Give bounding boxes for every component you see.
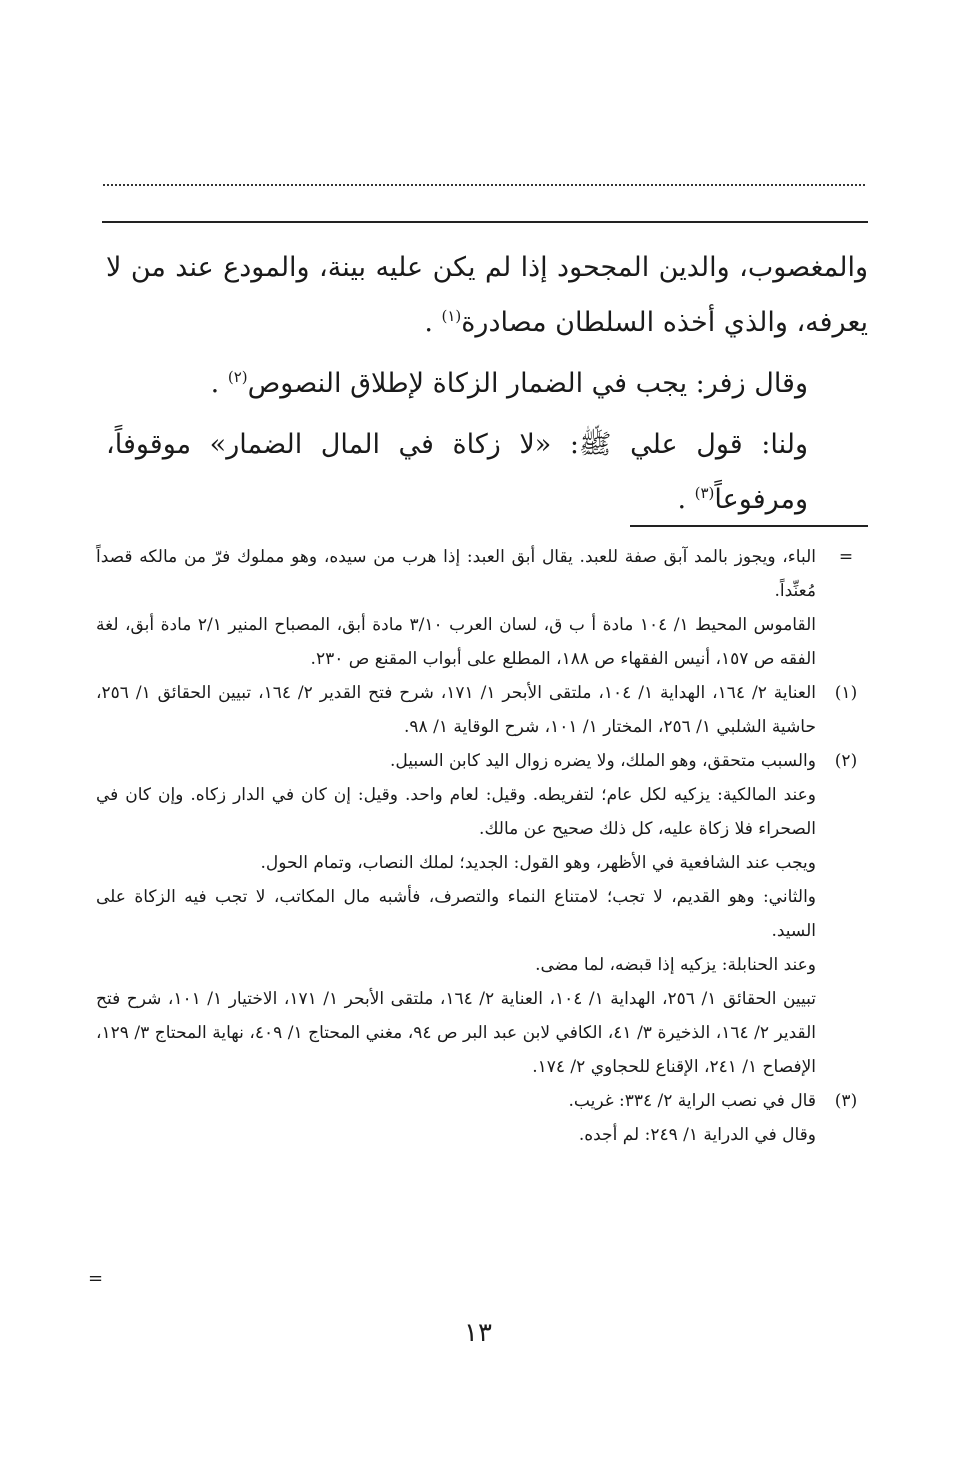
footnote-marker-2: (٢): [834, 751, 858, 771]
footnote-separator: [630, 525, 868, 527]
footnote-line: الباء، ويجوز بالمد آبق صفة للعبد. يقال أبق العبد: إذا هرب من سيده، وهو مملوك فرّ من مالكه قصداً مُعنِّداً.: [96, 547, 816, 601]
footnote-continuation: [96, 540, 870, 676]
footnote-ref-3[interactable]: (٣): [694, 484, 715, 502]
footnote-marker-3: (٣): [834, 1091, 858, 1111]
footnote-2: [96, 744, 870, 1084]
footnotes-section: [96, 540, 870, 1152]
footnote-line: قال في نصب الراية ٢/ ٣٣٤: غريب.: [568, 1091, 816, 1111]
footnote-line: والثاني: وهو القديم، لا تجب؛ لامتناع النماء والتصرف، فأشبه مال المكاتب، لا تجب فيه الزكاة على السيد.: [96, 887, 816, 941]
footnote-line: تبيين الحقائق ١/ ٢٥٦، الهداية ١/ ١٠٤، العناية ٢/ ١٦٤، ملتقى الأبحر ١/ ١٧١، الاختيار ١/ ١٠١، شرح فتح القدير ٢/ ١٦٤، الذخيرة ٣/ ٤١، الكافي لابن عبد البر ص ٩٤، مغني المحتاج ١/ ٤٠٩، نهاية المحتاج ٣/ ١٢٩، الإفصاح ١/ ٢٤١، الإقناع للحجاوي ٢/ ١٧٤.: [96, 989, 817, 1077]
continued-marker: =: [88, 1268, 104, 1289]
footnote-marker-1: (١): [834, 683, 858, 703]
footnote-3: [96, 1084, 870, 1152]
footnote-1: [96, 676, 870, 744]
footnote-line: العناية ٢/ ١٦٤، الهداية ١/ ١٠٤، ملتقى الأبحر ١/ ١٧١، شرح فتح القدير ٢/ ١٦٤، تبيين الحقائق ١/ ٢٥٦، حاشية الشلبي ١/ ٢٥٦، المختار ١/ ١٠١، شرح الوقاية ١/ ٩٨.: [96, 683, 817, 737]
footnote-line: والسبب متحقق، وهو الملك، ولا يضره زوال اليد كابن السبيل.: [389, 751, 816, 771]
main-body-text: [106, 240, 868, 527]
footnote-line: وعند المالكية: يزكيه لكل عام؛ لتفريطه. وقيل: لعام واحد. وقيل: إن كان في الدار زكاه. وإن كان في الصحراء فلا زكاة عليه، كل ذلك صحيح عن مالك.: [96, 785, 816, 839]
footnote-line: القاموس المحيط ١/ ١٠٤ مادة أ ب ق، لسان العرب ٣/١٠ مادة أبق، المصباح المنير ٢/١ مادة أبق، لغة الفقه ص ١٥٧، أنيس الفقهاء ص ١٨٨، المطلع على أبواب المقنع ص ٢٣٠.: [96, 615, 816, 669]
body-paragraph-2: وقال زفر: يجب في الضمار الزكاة لإطلاق النصوص$^{(٢)}$ .: [210, 368, 808, 399]
footnote-line: وعند الحنابلة: يزكيه إذا قبضه، لما مضى.: [535, 955, 816, 975]
footnote-ref-1[interactable]: (١): [441, 307, 462, 325]
continuation-marker: =: [838, 547, 854, 567]
header-rule: [102, 221, 868, 223]
page-number: ١٣: [464, 1318, 492, 1348]
footnote-line: ويجب عند الشافعية في الأظهر، وهو القول: الجديد؛ لملك النصاب، وتمام الحول.: [260, 853, 816, 873]
footnote-line: وقال في الدراية ١/ ٢٤٩: لم أجده.: [578, 1125, 816, 1145]
footnote-ref-2[interactable]: (٢): [227, 368, 248, 386]
dotted-separator: [103, 184, 865, 186]
body-paragraph-3: ولنا: قول علي ﷺ: «لا زكاة في المال الضمار» موقوفاً، ومرفوعاً$^{(٣)}$ .: [106, 429, 808, 515]
body-paragraph-1: والمغصوب، والدين المجحود إذا لم يكن عليه بينة، والمودع عند من لا يعرفه، والذي أخذه السلطان مصادرة$^{(١)}$ .: [106, 252, 868, 338]
